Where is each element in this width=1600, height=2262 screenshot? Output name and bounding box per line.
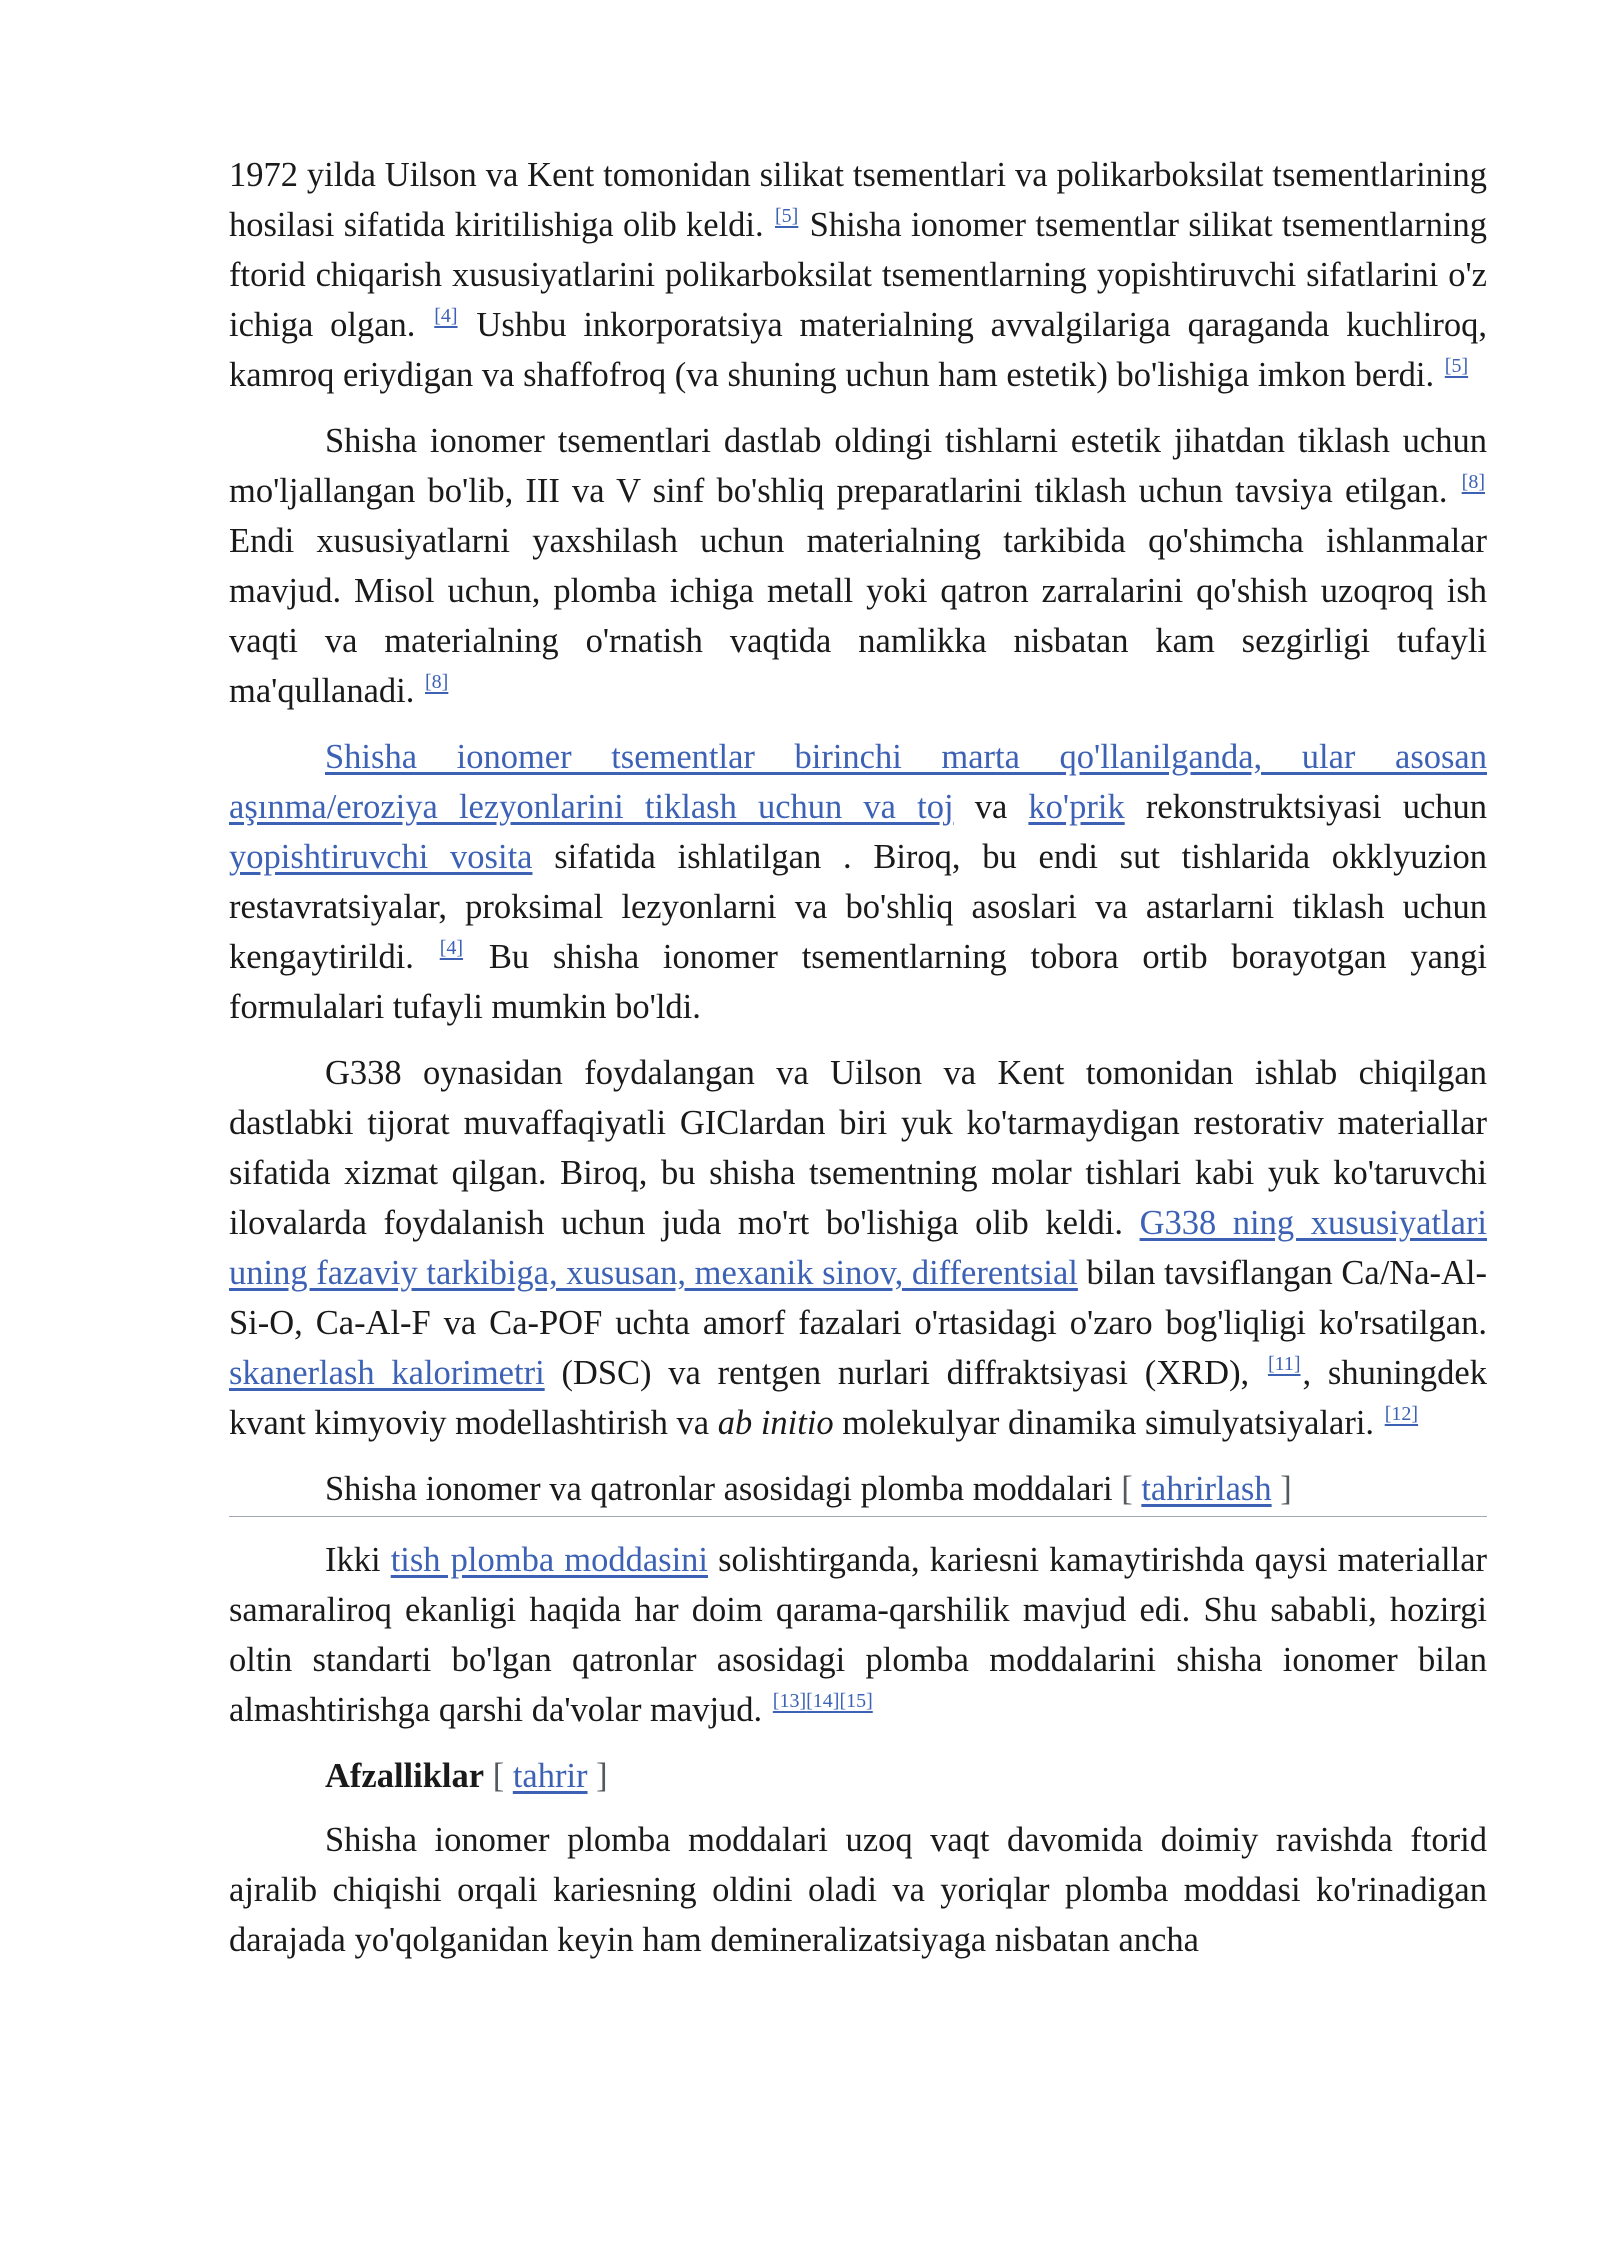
text: va	[974, 788, 1008, 826]
citation-link[interactable]: [15]	[839, 1690, 873, 1712]
text: Ushbu inkorporatsiya materialning avvalgilariga qaraganda kuchliroq, kamroq eriydigan va shaffofroq (va shuning uchun ham estetik) bo'lishiga imkon berdi.	[229, 306, 1487, 394]
section-heading	[229, 1464, 1487, 1517]
text: Shisha ionomer tsementlar silikat tsementlarning ftorid chiqarish xususiyatlarini polikarboksilat tsementlarning yopishtiruvchi sifatlarini o'z ichiga olgan.	[229, 206, 1488, 344]
citation-link[interactable]: [4]	[439, 937, 464, 959]
citation-link[interactable]: [11]	[1267, 1353, 1301, 1375]
paragraph-6	[229, 1815, 1487, 1965]
citation-link[interactable]: [14]	[806, 1690, 840, 1712]
paragraph-3	[229, 732, 1487, 1032]
subsection-title: Afzalliklar	[325, 1757, 485, 1795]
paragraph-5	[229, 1535, 1487, 1735]
edit-bracket-open: [	[1121, 1470, 1133, 1508]
document-page	[229, 150, 1487, 1981]
citation-link[interactable]: [12]	[1384, 1403, 1419, 1425]
edit-link[interactable]: tahrir	[512, 1757, 588, 1795]
text: Ikki	[325, 1541, 381, 1579]
text: Endi xususiyatlarni yaxshilash uchun materialning tarkibida qo'shimcha ishlanmalar mavjud. Misol uchun, plomba ichiga metall yoki qatron zarralarini qo'shish uzoqroq ish vaqti va materialning o'rnatish vaqtida namlikka nisbatan kam sezgirligi tufayli ma'qullanadi.	[229, 522, 1487, 710]
citation-link[interactable]: [5]	[774, 205, 799, 227]
text: solishtirganda, kariesni kamaytirishda qaysi materiallar samaraliroq ekanligi haqida har doim qarama-qarshilik mavjud edi. Shu sababli, hozirgi oltin standarti bo'lgan qatronlar asosidagi plomba moddalarini shisha ionomer bilan almashtirishga qarshi da'volar mavjud.	[229, 1541, 1488, 1729]
text: , shuningdek kvant kimyoviy modellashtirish va	[229, 1354, 1487, 1442]
paragraph-4	[229, 1048, 1487, 1448]
citation-link[interactable]: [5]	[1444, 355, 1469, 377]
text: molekulyar dinamika simulyatsiyalari.	[842, 1404, 1375, 1442]
article-link[interactable]: skanerlash kalorimetri	[229, 1354, 545, 1392]
text: Shisha ionomer plomba moddalari uzoq vaqt davomida doimiy ravishda ftorid ajralib chiqishi orqali kariesning oldini oladi va yoriqlar plomba moddasi ko'rinadigan darajada yo'qolganidan keyin ham demineralizatsiyaga nisbatan ancha	[229, 1821, 1487, 1959]
article-link[interactable]: G338 ning xususiyatlari uning fazaviy tarkibiga, xususan, mexanik sinov, differentsial	[229, 1204, 1488, 1292]
text: G338 oynasidan foydalangan va Uilson va Kent tomonidan ishlab chiqilgan dastlabki tijorat muvaffaqiyatli GIClardan biri yuk ko'tarmaydigan restorativ materiallar sifatida xizmat qilgan. Biroq, bu shisha tsementning molar tishlari kabi yuk ko'taruvchi ilovalarda foydalanish uchun juda mo'rt bo'lishiga olib keldi.	[229, 1054, 1487, 1242]
article-link[interactable]: Shisha ionomer tsementlar birinchi marta qo'llanilganda, ular asosan aşınma/eroziya lezyonlarini tiklash uchun va toj	[229, 738, 1487, 826]
article-link[interactable]: tish plomba moddasini	[390, 1541, 708, 1579]
edit-link[interactable]: tahrirlash	[1141, 1470, 1272, 1508]
text: Shisha ionomer tsementlari dastlab oldingi tishlarni estetik jihatdan tiklash uchun mo'ljallangan bo'lib, III va V sinf bo'shliq preparatlarini tiklash uchun tavsiya etilgan.	[229, 422, 1487, 510]
article-link[interactable]: ko'prik	[1028, 788, 1125, 826]
subsection-heading	[229, 1751, 1487, 1801]
article-link[interactable]: yopishtiruvchi vosita	[229, 838, 533, 876]
citation-link[interactable]: [8]	[425, 671, 449, 693]
text: Bu shisha ionomer tsementlarning tobora ortib borayotgan yangi formulalari tufayli mumkin bo'ldi.	[229, 938, 1488, 1026]
edit-bracket-open: [	[492, 1757, 505, 1795]
text: rekonstruktsiyasi uchun	[1145, 788, 1488, 826]
paragraph-1	[229, 150, 1487, 400]
citation-link[interactable]: [13]	[772, 1690, 807, 1712]
edit-bracket-close: ]	[596, 1757, 608, 1795]
paragraph-2	[229, 416, 1487, 716]
edit-bracket-close: ]	[1280, 1470, 1292, 1508]
text: 1972 yilda Uilson va Kent tomonidan silikat tsementlari va polikarboksilat tsementlarining hosilasi sifatida kiritilishiga olib keldi.	[229, 156, 1487, 244]
section-title: Shisha ionomer va qatronlar asosidagi plomba moddalari	[325, 1470, 1113, 1508]
citation-link[interactable]: [8]	[1461, 471, 1485, 493]
citation-link[interactable]: [4]	[434, 305, 458, 327]
italic-text: ab initio	[717, 1404, 834, 1442]
text: (DSC) va rentgen nurlari diffraktsiyasi (XRD),	[561, 1354, 1250, 1392]
text: sifatida ishlatilgan . Biroq, bu endi sut tishlarida okklyuzion restavratsiyalar, proksimal lezyonlarni va bo'shliq asoslari va astarlarni tiklash uchun kengaytirildi.	[229, 838, 1488, 976]
text: bilan tavsiflangan Ca/Na-Al-Si-O, Ca-Al-F va Ca-POF uchta amorf fazalari o'rtasidagi o'zaro bog'liqligi ko'rsatilgan.	[229, 1254, 1488, 1342]
